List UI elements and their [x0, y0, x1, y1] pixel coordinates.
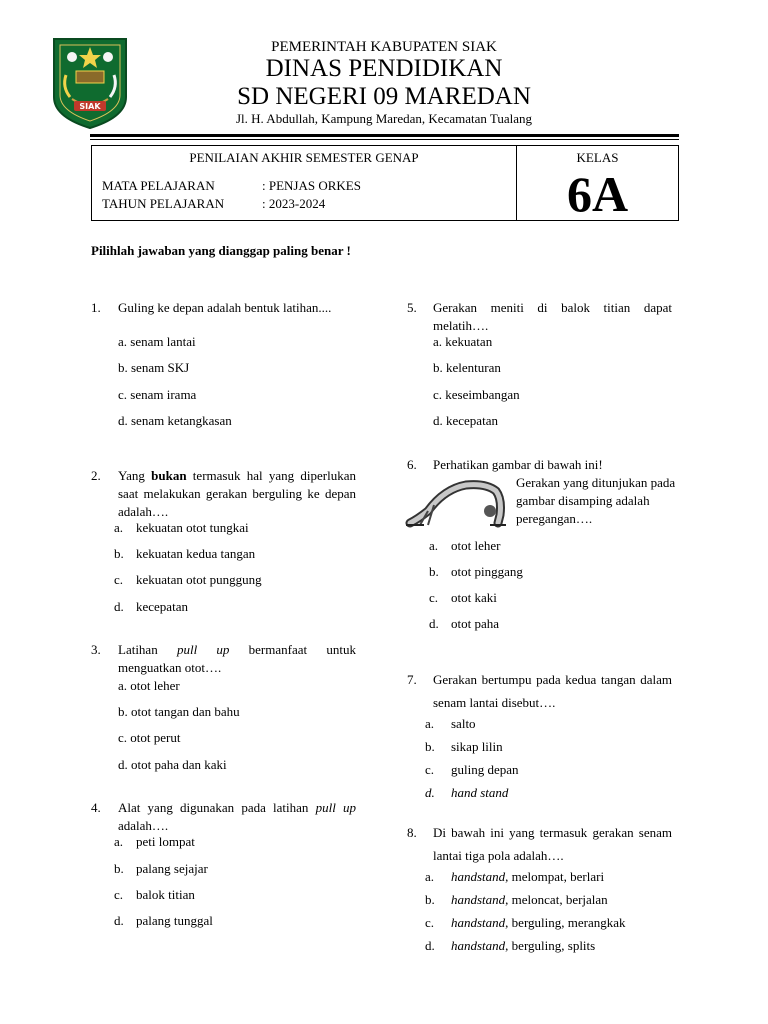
option-5a[interactable]: a. kekuatan	[433, 334, 493, 349]
option-3d[interactable]: d. otot paha dan kaki	[118, 757, 227, 772]
class-value: 6A	[566, 166, 629, 222]
option-3a[interactable]: a. otot leher	[118, 678, 180, 693]
option-8d[interactable]: d. handstand, berguling, splits	[425, 938, 596, 953]
year-value: : 2023-2024	[262, 196, 326, 211]
class-label: KELAS	[576, 150, 619, 165]
question-number: 6.	[407, 457, 417, 472]
question-number: 8.	[407, 825, 417, 840]
option-4b[interactable]: b. palang sejajar	[114, 861, 208, 876]
header-rule-thin	[90, 139, 679, 140]
question-5	[407, 299, 672, 335]
option-5c[interactable]: c. keseimbangan	[433, 387, 520, 402]
subject-label: MATA PELAJARAN	[102, 178, 215, 193]
question-text: Perhatikan gambar di bawah ini!	[433, 457, 603, 472]
instruction-text: Pilihlah jawaban yang dianggap paling benar !	[91, 243, 351, 258]
option-1c[interactable]: c. senam irama	[118, 387, 197, 402]
option-4c[interactable]: c. balok titian	[114, 887, 195, 902]
option-2d[interactable]: d. kecepatan	[114, 599, 188, 614]
backbend-figure-image	[404, 477, 510, 529]
option-7a[interactable]: a. salto	[425, 716, 476, 731]
question-text: Alat yang digunakan pada latihan pull up adalah….	[118, 800, 356, 833]
emphasis-italic: pull up	[176, 642, 230, 657]
option-7c[interactable]: c. guling depan	[425, 762, 519, 777]
option-2c[interactable]: c. kekuatan otot punggung	[114, 572, 262, 587]
school-address: Jl. H. Abdullah, Kampung Maredan, Kecamatan Tualang	[235, 111, 533, 126]
question-text: Gerakan meniti di balok titian dapat melatih….	[433, 300, 672, 333]
question-4	[91, 799, 356, 835]
question-number: 5.	[407, 300, 417, 315]
question-text: Di bawah ini yang termasuk gerakan senam lantai tiga pola adalah….	[433, 825, 672, 863]
department-title: DINAS PENDIDIKAN	[265, 55, 503, 82]
exam-info-box	[91, 145, 679, 221]
question-text: Gerakan bertumpu pada kedua tangan dalam senam lantai disebut….	[433, 672, 672, 710]
question-number: 7.	[407, 672, 417, 687]
year-row	[102, 196, 325, 212]
option-8b[interactable]: b. handstand, meloncat, berjalan	[425, 892, 608, 907]
option-7d[interactable]: d. hand stand	[425, 785, 509, 800]
question-7	[407, 668, 672, 714]
siak-regency-logo	[50, 35, 130, 130]
question-6-subtext: Gerakan yang ditunjukan pada gambar disamping adalah peregangan….	[516, 475, 676, 526]
option-6c[interactable]: c. otot kaki	[429, 590, 497, 605]
option-7b[interactable]: b. sikap lilin	[425, 739, 503, 754]
option-6a[interactable]: a. otot leher	[429, 538, 501, 553]
question-8	[407, 821, 672, 867]
question-number: 3.	[91, 642, 101, 657]
option-3c[interactable]: c. otot perut	[118, 730, 181, 745]
option-5b[interactable]: b. kelenturan	[433, 360, 501, 375]
option-6d[interactable]: d. otot paha	[429, 616, 500, 631]
option-4d[interactable]: d. palang tunggal	[114, 913, 213, 928]
option-2a[interactable]: a. kekuatan otot tungkai	[114, 520, 249, 535]
option-8a[interactable]: a. handstand, melompat, berlari	[425, 869, 605, 884]
option-5d[interactable]: d. kecepatan	[433, 413, 498, 428]
question-6	[407, 456, 672, 474]
question-text: Latihan pull up bermanfaat untuk menguatkan otot….	[118, 642, 356, 675]
question-text: Guling ke depan adalah bentuk latihan....	[118, 300, 332, 315]
question-number: 4.	[91, 800, 101, 815]
option-6b[interactable]: b. otot pinggang	[429, 564, 523, 579]
year-label: TAHUN PELAJARAN	[102, 196, 225, 211]
emphasis-bold: bukan	[151, 468, 187, 483]
exam-title: PENILAIAN AKHIR SEMESTER GENAP	[189, 150, 419, 165]
question-1	[91, 299, 356, 317]
question-3	[91, 641, 356, 677]
government-title: PEMERINTAH KABUPATEN SIAK	[271, 39, 497, 55]
option-1b[interactable]: b. senam SKJ	[118, 360, 190, 375]
question-text: Yang bukan termasuk hal yang diperlukan saat melakukan gerakan berguling ke depan adalah….	[118, 468, 356, 519]
header-rule-thick	[90, 134, 679, 137]
question-2	[91, 467, 356, 521]
question-number: 2.	[91, 468, 101, 483]
school-name: SD NEGERI 09 MAREDAN	[237, 83, 531, 110]
option-1a[interactable]: a. senam lantai	[118, 334, 196, 349]
option-8c[interactable]: c. handstand, berguling, merangkak	[425, 915, 626, 930]
option-1d[interactable]: d. senam ketangkasan	[118, 413, 232, 428]
option-3b[interactable]: b. otot tangan dan bahu	[118, 704, 240, 719]
emphasis-italic: pull up	[315, 800, 356, 815]
subject-value: : PENJAS ORKES	[262, 178, 361, 193]
question-number: 1.	[91, 300, 101, 315]
option-4a[interactable]: a. peti lompat	[114, 834, 195, 849]
subject-row	[102, 178, 361, 194]
option-2b[interactable]: b. kekuatan kedua tangan	[114, 546, 256, 561]
logo-text: SIAK	[79, 102, 101, 111]
